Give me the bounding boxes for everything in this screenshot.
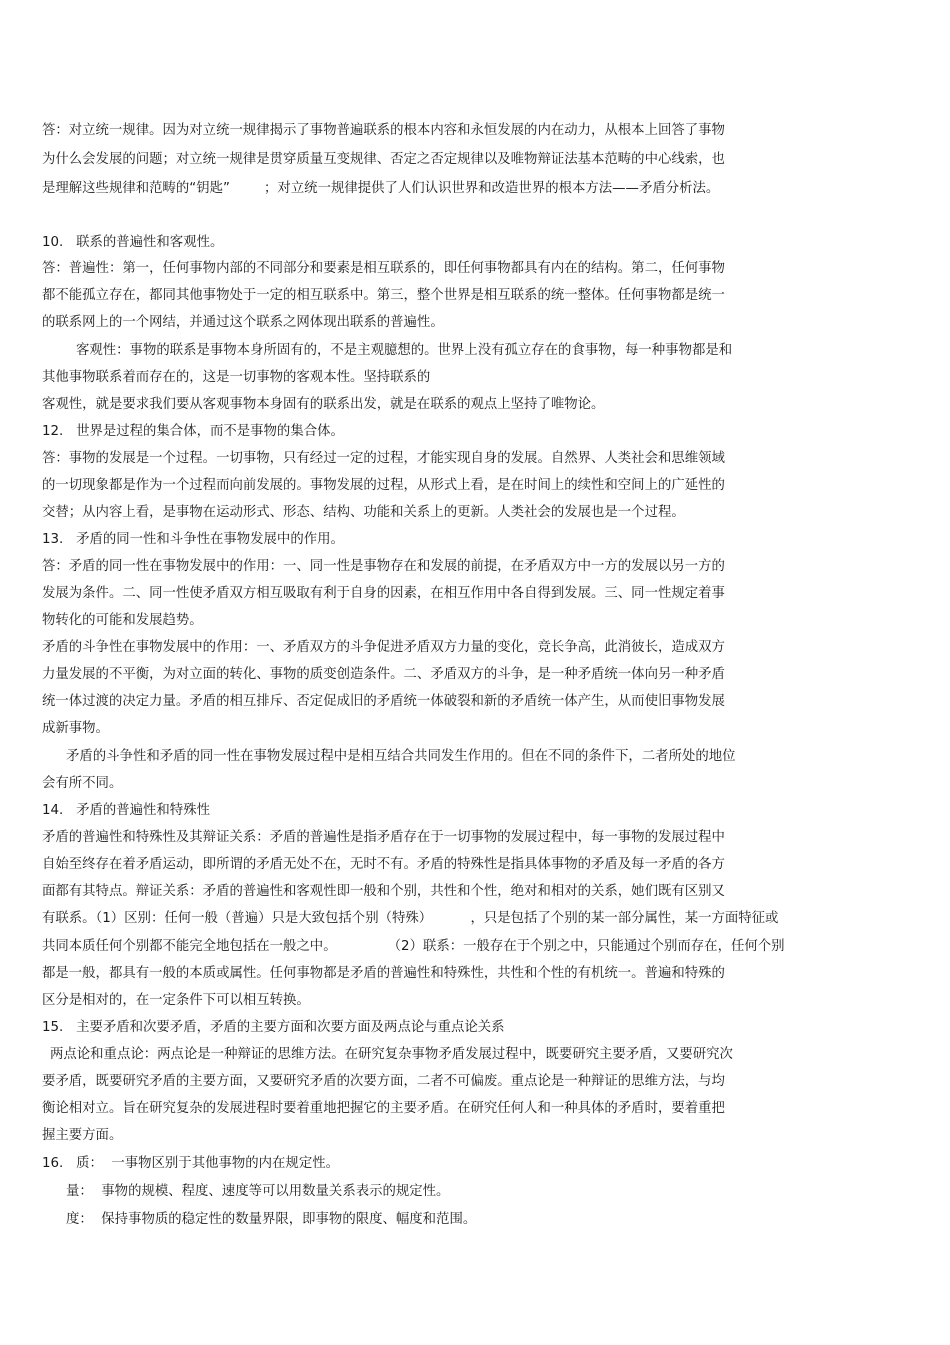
text-line: 区分是相对的，在一定条件下可以相互转换。: [42, 993, 310, 1008]
text-line: 的一切现象都是作为一个过程而向前发展的。事物发展的过程，从形式上看，是在时间上的续性和空间上的广延性的: [42, 478, 725, 493]
text-line: 要矛盾，既要研究矛盾的主要方面，又要研究矛盾的次要方面，二者不可偏废。重点论是一种辩证的思维方法，与均: [42, 1074, 725, 1089]
text-line: 物转化的可能和发展趋势。: [42, 613, 203, 628]
text-line: 力量发展的不平衡，为对立面的转化、事物的质变创造条件。二、矛盾双方的斗争，是一种矛盾统一体向另一种矛盾: [42, 667, 725, 682]
text-line: 成新事物。: [42, 721, 109, 736]
text-line: 答：普遍性：第一，任何事物内部的不同部分和要素是相互联系的，即任何事物都具有内在的结构。第二，任何事物: [42, 261, 725, 276]
section-heading: 10. 联系的普遍性和客观性。: [42, 235, 224, 250]
text-line: 共同本质任何个别都不能完全地包括在一般之中。 （2）联系：一般存在于个别之中，只能通过个别而存在，任何个别: [42, 939, 785, 954]
text-line: 自始至终存在着矛盾运动，即所谓的矛盾无处不在，无时不有。矛盾的特殊性是指具体事物的矛盾及每一矛盾的各方: [42, 857, 725, 872]
text-line: 面都有其特点。辩证关系：矛盾的普遍性和客观性即一般和个别，共性和个性，绝对和相对的关系，她们既有区别又: [42, 884, 725, 899]
section-heading: 14. 矛盾的普遍性和特殊性: [42, 803, 210, 818]
text-line: 是理解这些规律和范畴的“钥匙” ；对立统一规律提供了人们认识世界和改造世界的根本方法——矛盾分析法。: [42, 181, 720, 196]
text-line: 答：对立统一规律。因为对立统一规律揭示了事物普遍联系的根本内容和永恒发展的内在动力，从根本上回答了事物: [42, 123, 725, 138]
text-line: 发展为条件。二、同一性使矛盾双方相互吸取有利于自身的因素，在相互作用中各自得到发展。三、同一性规定着事: [42, 586, 725, 601]
text-line: 度： 保持事物质的稳定性的数量界限，即事物的限度、幅度和范围。: [66, 1212, 477, 1227]
text-line: 都是一般，都具有一般的本质或属性。任何事物都是矛盾的普遍性和特殊性，共性和个性的有机统一。普遍和特殊的: [42, 966, 725, 981]
text-line: 矛盾的斗争性和矛盾的同一性在事物发展过程中是相互结合共同发生作用的。但在不同的条件下，二者所处的地位: [66, 749, 736, 764]
text-line: 量： 事物的规模、程度、速度等可以用数量关系表示的规定性。: [66, 1184, 450, 1199]
text-line: 衡论相对立。旨在研究复杂的发展进程时要着重地把握它的主要矛盾。在研究任何人和一种具体的矛盾时，要着重把: [42, 1101, 725, 1116]
text-line: 握主要方面。: [42, 1128, 123, 1143]
text-line: 两点论和重点论：两点论是一种辩证的思维方法。在研究复杂事物矛盾发展过程中，既要研究主要矛盾，又要研究次: [50, 1047, 733, 1062]
text-line: 客观性，就是要求我们要从客观事物本身固有的联系出发，就是在联系的观点上坚持了唯物论。: [42, 397, 605, 412]
text-line: 客观性：事物的联系是事物本身所固有的，不是主观臆想的。世界上没有孤立存在的食事物，每一种事物都是和: [76, 343, 733, 358]
section-heading: 15. 主要矛盾和次要矛盾，矛盾的主要方面和次要方面及两点论与重点论关系: [42, 1020, 505, 1035]
text-line: 矛盾的普遍性和特殊性及其辩证关系：矛盾的普遍性是指矛盾存在于一切事物的发展过程中，每一事物的发展过程中: [42, 830, 725, 845]
text-line: 会有所不同。: [42, 776, 123, 791]
text-line: 矛盾的斗争性在事物发展中的作用：一、矛盾双方的斗争促进矛盾双方力量的变化，竞长争高，此消彼长，造成双方: [42, 640, 725, 655]
text-line: 交替；从内容上看，是事物在运动形式、形态、结构、功能和关系上的更新。人类社会的发展也是一个过程。: [42, 505, 685, 520]
section-heading: 13. 矛盾的同一性和斗争性在事物发展中的作用。: [42, 532, 344, 547]
text-line: 答：矛盾的同一性在事物发展中的作用：一、同一性是事物存在和发展的前提，在矛盾双方中一方的发展以另一方的: [42, 559, 725, 574]
text-line: 统一体过渡的决定力量。矛盾的相互排斥、否定促成旧的矛盾统一体破裂和新的矛盾统一体产生，从而使旧事物发展: [42, 694, 725, 709]
text-line: 的联系网上的一个网结，并通过这个联系之网体现出联系的普遍性。: [42, 315, 444, 330]
text-line: 都不能孤立存在，都同其他事物处于一定的相互联系中。第三，整个世界是相互联系的统一整体。任何事物都是统一: [42, 288, 725, 303]
text-line: 答：事物的发展是一个过程。一切事物，只有经过一定的过程，才能实现自身的发展。自然界、人类社会和思维领域: [42, 451, 725, 466]
section-heading: 12. 世界是过程的集合体，而不是事物的集合体。: [42, 424, 344, 439]
text-line: 为什么会发展的问题；对立统一规律是贯穿质量互变规律、否定之否定规律以及唯物辩证法基本范畴的中心线索，也: [42, 152, 725, 167]
text-line: 有联系。（1）区别：任何一般（普遍）只是大致包括个别（特殊） ，只是包括了个别的某一部分属性，某一方面特征或: [42, 911, 779, 926]
section-heading: 16. 质： 一事物区别于其他事物的内在规定性。: [42, 1156, 339, 1171]
text-line: 其他事物联系着而存在的，这是一切事物的客观本性。坚持联系的: [42, 370, 431, 385]
